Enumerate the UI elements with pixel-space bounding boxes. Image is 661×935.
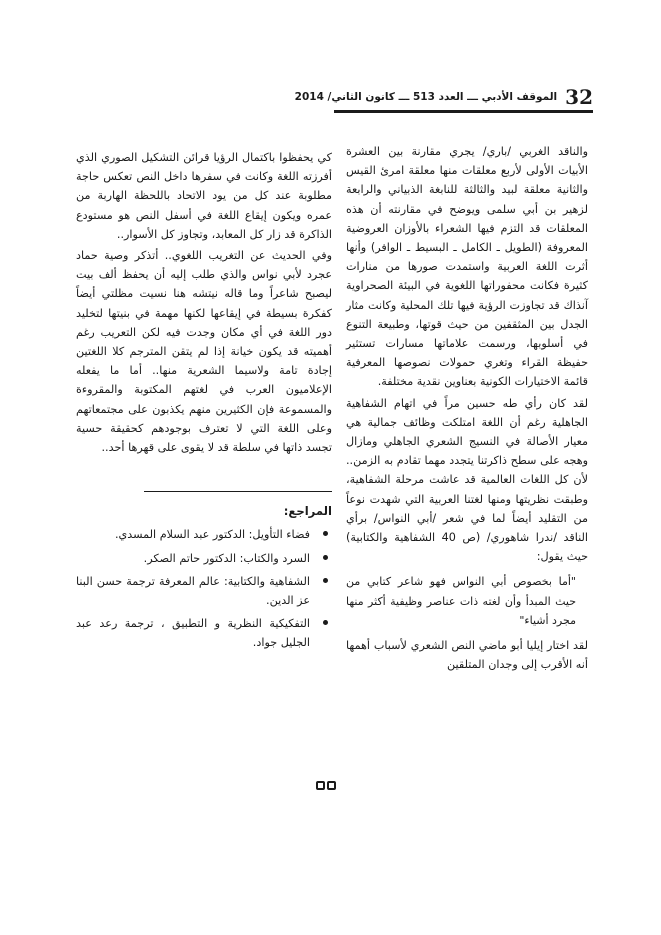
page-header (294, 84, 593, 110)
paragraph: والناقد الغربي /باري/ يجري مقارنة بين العشرة الأبيات الأولى لأربع معلقات منها معلقة امرئ القيس والثانية معلقة لبيد والثالثة للنابغة الذبياني والرابعة لزهير بن أبي سلمى ويوضح في مقارنته أن هذه المعلقات قد التزم فيها الشعراء بالأوزان العروضية المعروفة (الطويل ـ الكامل ـ البسيط ـ الوافر) وأنها أثرت اللغة العربية واستمدت صورها من منارات كثيرة فكانت محفوراتها اللغوية في البيئة الصحراوية آنذاك قد تجاوزت الرؤية فيها تلك المحلية وكانت مثار الجدل بين المثقفين من حيث قوتها، وطبيعة التنوع في أسلوبها، ورسمت علاماتها مسارات تستثير حفيظة القراء وتغري حمولات نصوصها المعرفية قائمة الاختيارات الكونية بعناوين نقدية مختلفة. (346, 145, 588, 389)
references-title: المراجع: (283, 504, 332, 519)
reference-item (76, 525, 332, 544)
bullet-icon (323, 578, 328, 583)
reference-text: فضاء التأويل: الدكتور عبد السلام المسدي. (114, 528, 310, 542)
paragraph: لقد اختار إيليا أبو ماضي النص الشعري لأسباب أهمها أنه الأقرب إلى وجدان المتلقين (346, 639, 588, 672)
running-title: الموقف الأدبي ـــ العدد 513 ـــ كانون الثاني/ 2014 (294, 91, 558, 103)
bullet-icon (323, 620, 328, 625)
reference-item (76, 549, 332, 568)
block-quote: "أما بخصوص أبي النواس فهو شاعر كتابي من حيث المبدأ وأن لغته ذات عناصر وظيفية أكثر منها مجرد أشياء" (346, 575, 576, 627)
reference-item (76, 572, 332, 610)
reference-item (76, 614, 332, 652)
reference-text: التفكيكية النظرية و التطبيق ، ترجمة رعد عبد الجليل جواد. (76, 617, 310, 650)
square-icon (327, 781, 336, 790)
left-column (76, 148, 332, 657)
reference-text: السرد والكتاب: الدكتور حاتم الصكر. (143, 551, 310, 565)
paragraph: لقد كان رأي طه حسين مراً في اتهام الشفاهية الجاهلية رغم أن اللغة امتلكت وظائف جمالية هي معيار الأصالة في النسيج الشعري الجاهلي ومازال وهجه على سطح ذاكرتنا يتجدد مهما تقادم به الزمن.. لأن كل اللغات العالمية قد عاشت مرحلة الشفاهية، وطبقت نظريتها ومنها لغتنا العربية التي شهدت نوعاً من التقليد أيضاً لما في شعر /أبي النواس/ برأي الناقد /ندرا شاهوري/ (ص 40 الشفاهية والكتابية) حيث يقول: (346, 396, 588, 564)
square-icon (316, 781, 325, 790)
footer-ornament (316, 781, 336, 790)
header-rule (334, 110, 593, 113)
right-column (346, 142, 588, 676)
bullet-icon (323, 555, 328, 560)
bullet-icon (323, 531, 328, 536)
paragraph: وفي الحديث عن التغريب اللغوي.. أتذكر وصية حماد عجرد لأبي نواس والذي طلب إليه أن يحفظ ألف بيت ليصبح شاعراً وما قاله نيتشه هنا نسيت مظلتي أيضاً كفكرة بسيطة في إيقاعها لكنها مهمة في بنيتها لتخليد دور اللغة في أي مكان وجدت فيه لكن التعريب رغم أهميته قد يكون خيانة إذا لم يتقن المترجم كلا اللغتين إجادة تامة ولاسيما الشعرية منها.. أما ما يفعله الإعلاميون العرب في لغتهم المكتوبة والمقروءة والمسموعة فإن الكثيرين منهم يكذبون على مجتمعاتهم وعلى اللغة التي لا تعترف بوجودهم كحقيقة حسية تجسد ذاتها في سلطة قد لا يقوى على قهرها أحد.. (76, 249, 332, 455)
page-number: 32 (565, 85, 593, 109)
reference-text: الشفاهية والكتابية: عالم المعرفة ترجمة حسن البنا عز الدين. (76, 574, 310, 608)
paragraph: كي يحفظوا باكتمال الرؤيا قرائن التشكيل الصوري الذي أفرزته اللغة وكانت في سفرها داخل النص تعكس حاجة مطلوبة عند كل من يود الاتحاد باللحظة الهاربة من عمره ويكون إيقاع اللغة في أسفل النص هو مستودع الذاكرة قد زار كل المعابد، وتجاوز كل الأسوار.. (76, 151, 332, 241)
references-divider (144, 491, 332, 492)
references-list (76, 525, 332, 652)
